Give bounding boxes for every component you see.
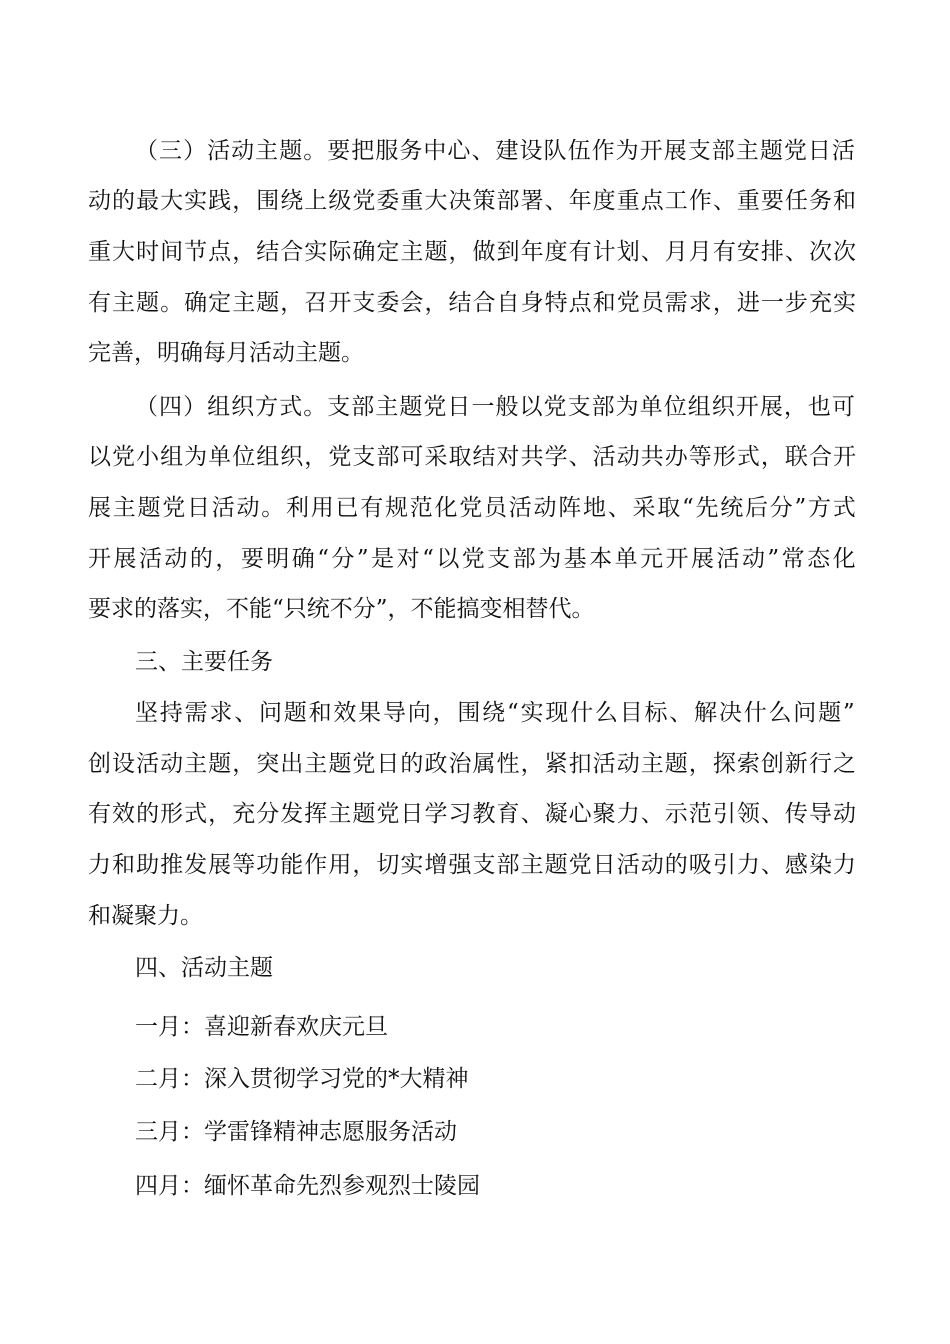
text-line: （ 三 ） 活 动 主 题 。 要 把 服 务 中 心 、 建 设 队 伍 作 为 开 展 支 部 主 题 党 日 活 (135, 138, 855, 164)
list-item: 三月：学雷锋精神志愿服务活动 (135, 1119, 457, 1145)
section-heading-activity-themes: 四、活动主题 (135, 955, 273, 981)
text-line: 有 效 的 形 式 ， 充 分 发 挥 主 题 党 日 学 习 教 育 、 凝 心 聚 力 、 示 范 引 领 、 传 导 动 (88, 801, 856, 827)
text-line: 创 设 活 动 主 题 ， 突 出 主 题 党 日 的 政 治 属 性 ， 紧 扣 活 动 主 题 ， 探 索 创 新 行 之 (88, 751, 856, 777)
text-line: 坚 持 需 求 、 问 题 和 效 果 导 向 ， 围 绕 “ 实 现 什 么 目 标 、 解 决 什 么 问 题 ” (135, 700, 855, 726)
text-line: 要求的落实，不能“只统不分”，不能搞变相替代。 (88, 596, 595, 622)
list-item: 一月：喜迎新春欢庆元旦 (135, 1014, 388, 1040)
section-heading-main-tasks: 三、主要任务 (135, 649, 273, 675)
text-line: 完善，明确每月活动主题。 (88, 340, 364, 366)
text-line: 力 和 助 推 发 展 等 功 能 作 用 ， 切 实 增 强 支 部 主 题 党 日 活 动 的 吸 引 力 、 感 染 力 (88, 852, 856, 878)
text-line: （ 四 ） 组 织 方 式 。 支 部 主 题 党 日 一 般 以 党 支 部 为 单 位 组 织 开 展 ， 也 可 (135, 394, 855, 420)
list-item: 四月：缅怀革命先烈参观烈士陵园 (135, 1173, 480, 1199)
text-line: 有 主 题 。 确 定 主 题 ， 召 开 支 委 会 ， 结 合 自 身 特 点 和 党 员 需 求 ， 进 一 步 充 实 (88, 290, 856, 316)
text-line: 重 大 时 间 节 点 ， 结 合 实 际 确 定 主 题 ， 做 到 年 度 有 计 划 、 月 月 有 安 排 、 次 次 (88, 239, 856, 265)
text-line: 展 主 题 党 日 活 动 。 利 用 已 有 规 范 化 党 员 活 动 阵 地 、 采 取 “ 先 统 后 分 ” 方 式 (88, 495, 856, 521)
text-line: 开 展 活 动 的 ， 要 明 确 “ 分 ” 是 对 “ 以 党 支 部 为 基 本 单 元 开 展 活 动 ” 常 态 化 (88, 546, 856, 572)
text-line: 动 的 最 大 实 践 ， 围 绕 上 级 党 委 重 大 决 策 部 署 、 年 度 重 点 工 作 、 重 要 任 务 和 (88, 188, 856, 214)
text-line: 以 党 小 组 为 单 位 组 织 ， 党 支 部 可 采 取 结 对 共 学 、 活 动 共 办 等 形 式 ， 联 合 开 (88, 444, 856, 470)
text-line: 和凝聚力。 (88, 903, 203, 929)
list-item: 二月：深入贯彻学习党的*大精神 (135, 1066, 469, 1092)
